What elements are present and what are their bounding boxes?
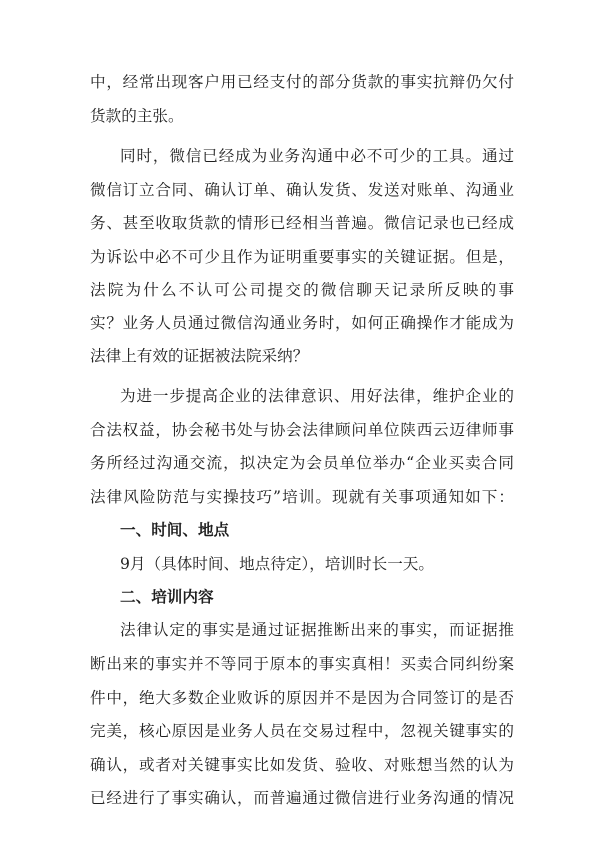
text-line: 法律风险防范与实操技巧”培训。现就有关事项通知如下：: [90, 488, 514, 506]
text-line: 法律认定的事实是通过证据推断出来的事实，而证据推: [120, 621, 514, 639]
text-line: 法律上有效的证据被法院采纳？: [90, 347, 309, 365]
text-line: 微信订立合同、确认订单、确认发货、发送对账单、沟通业: [90, 181, 514, 199]
text-line: 同时，微信已经成为业务沟通中必不可少的工具。通过: [120, 147, 514, 165]
text-line: 断出来的事实并不等同于原本的事实真相！买卖合同纠纷案: [90, 655, 514, 673]
text-line: 为诉讼中必不可少且作为证明重要事实的关键证据。但是，: [90, 248, 514, 266]
text-line: 确认，或者对关键事实比如发货、验收、对账想当然的认为: [90, 756, 514, 774]
text-line: 货款的主张。: [90, 107, 184, 125]
text-line: 务所经过沟通交流，拟决定为会员单位举办“企业买卖合同: [90, 454, 514, 472]
text-line: 实？业务人员通过微信沟通业务时，如何正确操作才能成为: [90, 314, 514, 332]
text-line: 为进一步提高企业的法律意识、用好法律，维护企业的: [120, 387, 514, 405]
text-line: 完美，核心原因是业务人员在交易过程中，忽视关键事实的: [90, 722, 514, 740]
text-line: 法院为什么不认可公司提交的微信聊天记录所反映的事: [90, 281, 514, 299]
section-heading-time-place: 一、时间、地点: [120, 521, 230, 539]
text-line: 件中，绝大多数企业败诉的原因并不是因为合同签订的是否: [90, 689, 514, 707]
section-heading-training-content: 二、培训内容: [120, 588, 214, 606]
text-line: 合法权益，协会秘书处与协会法律顾问单位陕西云迈律师事: [90, 421, 514, 439]
text-line: 已经进行了事实确认，而普遍通过微信进行业务沟通的情况: [90, 789, 514, 807]
text-line: 9月（具体时间、地点待定），培训时长一天。: [120, 555, 434, 573]
text-line: 务、甚至收取货款的情形已经相当普遍。微信记录也已经成: [90, 214, 514, 232]
text-line: 中，经常出现客户用已经支付的部分货款的事实抗辩仍欠付: [90, 73, 514, 91]
